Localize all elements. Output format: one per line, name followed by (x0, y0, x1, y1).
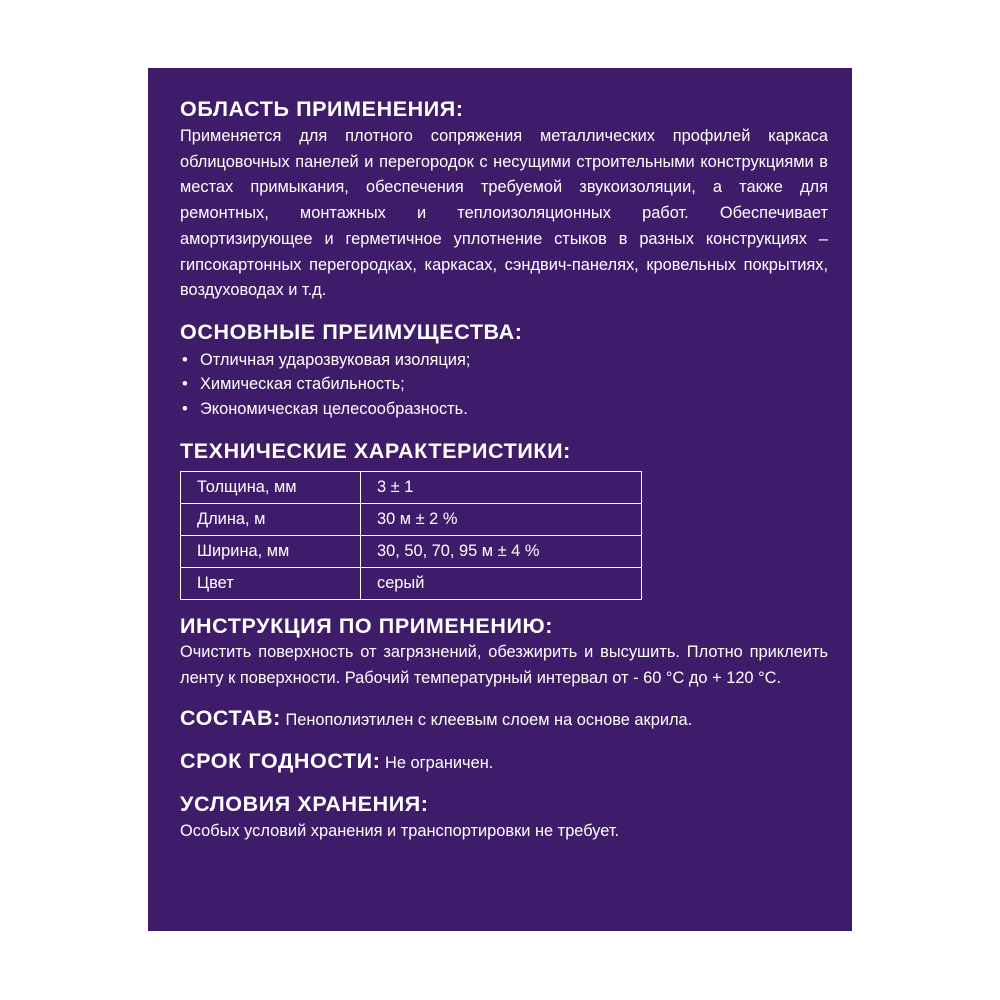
table-row (181, 472, 642, 504)
spec-value-cell: 30, 50, 70, 95 м ± 4 % (361, 536, 642, 568)
bullet-icon: • (182, 399, 188, 418)
bullet-icon: • (182, 350, 188, 369)
shelf-life-section (180, 748, 828, 776)
list-item (180, 397, 828, 422)
shelf-life-line (180, 748, 828, 776)
list-item (180, 372, 828, 397)
instructions-section (180, 613, 828, 691)
list-item (180, 348, 828, 373)
storage-text: Особых условий хранения и транспортировки не требует. (180, 821, 620, 840)
application-heading: ОБЛАСТЬ ПРИМЕНЕНИЯ: (180, 97, 464, 121)
table-row (181, 568, 642, 600)
specs-section (180, 438, 828, 600)
storage-section (180, 791, 828, 844)
instructions-heading: ИНСТРУКЦИЯ ПО ПРИМЕНЕНИЮ: (180, 614, 554, 639)
application-text: Применяется для плотного сопряжения металлических профилей каркаса облицовочных панелей и перегородок с несущими строительными конструкциями в местах примыкания, обеспечения требуемой звукоизоляции, а также для ремонтных, монтажных и теплоизоляционных работ. Обеспечивает амортизирующее и герметичное уплотнение стыков в разных конструкциях – гипсокартонных перегородках, каркасах, сэндвич-панелях, кровельных покрытиях, воздуховодах и т.д. (180, 127, 828, 300)
composition-heading: СОСТАВ: (180, 705, 281, 730)
composition-section (180, 705, 828, 733)
shelf-life-text: Не ограничен. (385, 753, 494, 772)
spec-name-cell: Длина, м (181, 504, 361, 536)
table-row (181, 536, 642, 568)
instructions-text: Очистить поверхность от загрязнений, обезжирить и высушить. Плотно приклеить ленту к поверхности. Рабочий температурный интервал от - 60 °С до + 120 °С. (180, 643, 828, 688)
panel-content (180, 96, 828, 844)
spec-name-cell: Цвет (181, 568, 361, 600)
composition-line (180, 705, 828, 733)
advantages-heading: ОСНОВНЫЕ ПРЕИМУЩЕСТВА: (180, 319, 523, 344)
shelf-life-heading: СРОК ГОДНОСТИ: (180, 748, 381, 773)
advantages-section (180, 319, 828, 422)
advantage-text: Экономическая целесообразность. (200, 399, 468, 418)
spec-name-cell: Толщина, мм (181, 472, 361, 504)
table-row (181, 504, 642, 536)
spec-name-cell: Ширина, мм (181, 536, 361, 568)
storage-heading: УСЛОВИЯ ХРАНЕНИЯ: (180, 791, 429, 816)
application-section (180, 96, 828, 304)
product-info-panel (148, 68, 852, 931)
spec-value-cell: 30 м ± 2 % (361, 504, 642, 536)
specs-table (180, 471, 642, 600)
bullet-icon: • (182, 375, 188, 394)
advantages-list (180, 348, 828, 422)
advantage-text: Отличная ударозвуковая изоляция; (200, 350, 471, 369)
composition-text: Пенополиэтилен с клеевым слоем на основе акрила. (285, 710, 693, 729)
spec-value-cell: 3 ± 1 (361, 472, 642, 504)
advantage-text: Химическая стабильность; (200, 375, 405, 394)
specs-heading: ТЕХНИЧЕСКИЕ ХАРАКТЕРИСТИКИ: (180, 439, 571, 464)
spec-value-cell: серый (361, 568, 642, 600)
